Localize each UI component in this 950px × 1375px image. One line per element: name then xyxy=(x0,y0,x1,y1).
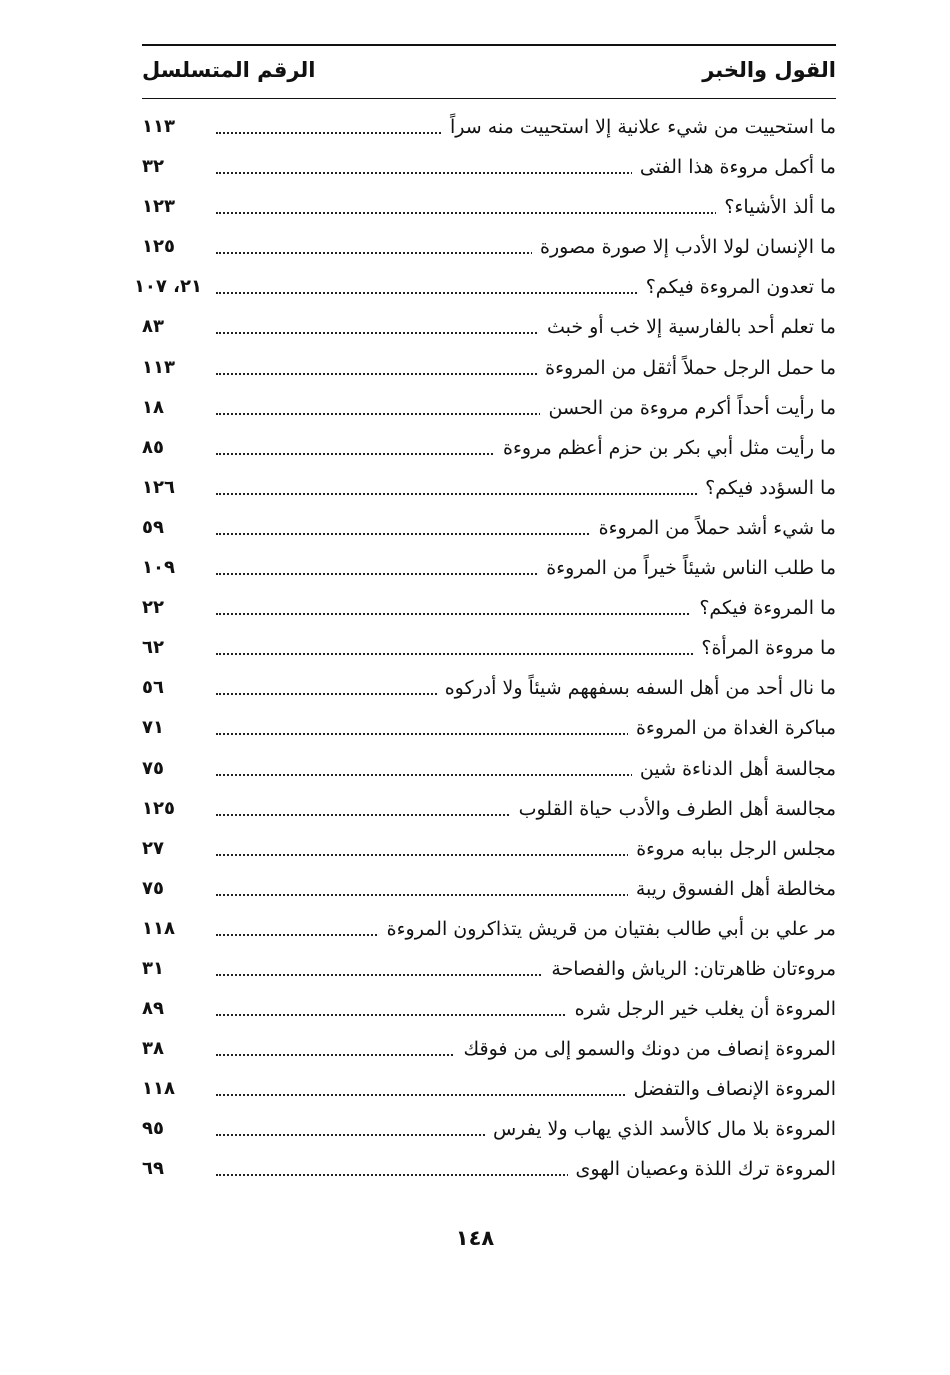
entry-number: ٥٦ xyxy=(142,677,164,699)
index-entry xyxy=(142,912,836,952)
entry-text-label: ما تعلم أحد بالفارسية إلا خب أو خبث xyxy=(539,316,836,338)
entry-text-label: ما مروءة المرأة؟ xyxy=(693,637,836,659)
index-entry xyxy=(142,351,836,391)
top-rule xyxy=(142,44,836,46)
entry-number: ١١٣ xyxy=(142,356,175,378)
entry-text-label: مر علي بن أبي طالب بفتيان من قريش يتذاكرون المروءة xyxy=(379,918,836,940)
entry-text-label: المروءة الإنصاف والتفضل xyxy=(626,1078,837,1100)
index-entry xyxy=(142,591,836,631)
index-entry xyxy=(142,952,836,992)
index-entry xyxy=(142,752,836,792)
entry-number: ٦٢ xyxy=(142,637,164,659)
entry-number: ٨٣ xyxy=(142,316,164,338)
index-entry xyxy=(133,270,836,310)
entry-number: ١٨ xyxy=(142,396,164,418)
entry-text xyxy=(379,918,836,940)
entry-text xyxy=(538,557,836,579)
index-entry xyxy=(142,110,836,150)
entry-number: ٣١ xyxy=(142,957,164,979)
entry-number: ٨٩ xyxy=(142,998,164,1020)
entry-number: ١١٨ xyxy=(142,917,175,939)
entry-number: ٣٨ xyxy=(142,1038,164,1060)
index-entry xyxy=(142,631,836,671)
entry-text-label: ما الإنسان لولا الأدب إلا صورة مصورة xyxy=(532,236,836,258)
index-entry xyxy=(142,872,836,912)
entry-text-label: مروءتان ظاهرتان: الرياش والفصاحة xyxy=(543,958,836,980)
entry-text-label: مجلس الرجل ببابه مروءة xyxy=(628,838,836,860)
entry-text xyxy=(716,196,836,218)
entry-number: ١١٣ xyxy=(142,116,175,137)
entry-text-label: ما حمل الرجل حملاً أثقل من المروءة xyxy=(537,357,836,379)
entry-text-label: ما طلب الناس شيئاً خيراً من المروءة xyxy=(538,557,836,579)
entry-text-label: المروءة بلا مال كالأسد الذي يهاب ولا يفرس xyxy=(485,1118,836,1140)
entry-text-label: مجالسة أهل الدناءة شين xyxy=(632,758,836,780)
index-entry xyxy=(142,992,836,1032)
entry-text xyxy=(540,397,836,419)
entry-text-label: المروءة إنصاف من دونك والسمو إلى من فوقك xyxy=(455,1038,836,1060)
entry-number: ٧٥ xyxy=(142,757,164,779)
index-entry xyxy=(142,1072,836,1112)
entry-text xyxy=(485,1118,836,1140)
entry-text xyxy=(591,517,836,539)
entry-text xyxy=(638,276,836,298)
index-entry xyxy=(142,431,836,471)
entry-text-label: المروءة ترك اللذة وعصيان الهوى xyxy=(568,1158,836,1180)
entry-text-label: ما المروءة فيكم؟ xyxy=(691,597,836,619)
entry-text-label: ما تعدون المروءة فيكم؟ xyxy=(638,276,836,298)
entry-number: ٦٩ xyxy=(142,1158,164,1180)
entry-text xyxy=(455,1038,836,1060)
entry-text xyxy=(632,156,836,178)
entry-text-label: مباكرة الغداة من المروءة xyxy=(628,717,836,739)
index-entry xyxy=(142,230,836,270)
entry-number: ١٢٦ xyxy=(142,476,175,498)
entry-text xyxy=(437,677,836,699)
header-rule xyxy=(142,98,836,99)
entry-text xyxy=(442,116,836,138)
entry-text-label: ما رأيت أحداً أكرم مروءة من الحسن xyxy=(540,397,836,419)
entry-text-label: ما رأيت مثل أبي بكر بن حزم أعظم مروءة xyxy=(495,437,836,459)
entry-number: ١٠٩ xyxy=(142,557,175,579)
entry-text-label: ما نال أحد من أهل السفه بسفههم شيئاً ولا أدركوه xyxy=(437,677,836,699)
index-entry xyxy=(142,471,836,511)
entry-number: ١٢٥ xyxy=(142,236,175,258)
entry-number: ٨٥ xyxy=(142,436,164,458)
entry-number: ٢٢ xyxy=(142,597,164,619)
entry-text-label: المروءة أن يغلب خير الرجل شره xyxy=(567,998,836,1020)
entry-text xyxy=(697,477,836,499)
entry-text xyxy=(511,798,836,820)
index-entry xyxy=(142,511,836,551)
entry-text xyxy=(628,878,836,900)
index-entries xyxy=(133,110,836,1193)
entry-text-label: ما شيء أشد حملاً من المروءة xyxy=(591,517,836,539)
index-entry xyxy=(142,150,836,190)
entry-text xyxy=(693,637,836,659)
entry-number: ٣٢ xyxy=(142,156,164,178)
page-number: ١٤٨ xyxy=(455,1226,495,1250)
entry-text xyxy=(628,717,836,739)
index-entry xyxy=(142,190,836,230)
entry-number: ٥٩ xyxy=(142,516,164,538)
index-entry xyxy=(142,310,836,350)
index-entry xyxy=(142,671,836,711)
index-entry xyxy=(142,1152,836,1192)
entry-text-label: مخالطة أهل الفسوق ريبة xyxy=(628,878,836,900)
header-saying-label: القول والخبر xyxy=(702,58,836,82)
entry-text xyxy=(626,1078,837,1100)
entry-text xyxy=(568,1158,836,1180)
entry-text xyxy=(567,998,836,1020)
entry-text-label: مجالسة أهل الطرف والأدب حياة القلوب xyxy=(511,798,836,820)
entry-number: ٢٧ xyxy=(142,837,164,859)
entry-text-label: ما ألذ الأشياء؟ xyxy=(716,196,836,218)
index-entry xyxy=(142,391,836,431)
entry-number: ١٢٣ xyxy=(142,196,175,218)
entry-text xyxy=(537,357,836,379)
entry-text xyxy=(543,958,836,980)
entry-number: ٧٥ xyxy=(142,877,164,899)
entry-number: ٧١ xyxy=(142,717,164,739)
index-entry xyxy=(142,711,836,751)
column-header xyxy=(142,58,836,94)
index-entry xyxy=(142,1032,836,1072)
entry-text xyxy=(691,597,836,619)
entry-text xyxy=(628,838,836,860)
index-entry xyxy=(142,551,836,591)
entry-text-label: ما السؤدد فيكم؟ xyxy=(697,477,836,499)
entry-number: ١١٨ xyxy=(142,1078,175,1100)
entry-number: ٩٥ xyxy=(142,1118,164,1140)
entry-text-label: ما استحييت من شيء علانية إلا استحييت منه سراً xyxy=(442,116,836,138)
entry-text xyxy=(532,236,836,258)
entry-text xyxy=(495,437,836,459)
index-entry xyxy=(142,832,836,872)
entry-text xyxy=(632,758,836,780)
header-number-label: الرقم المتسلسل xyxy=(142,58,316,82)
entry-text-label: ما أكمل مروءة هذا الفتى xyxy=(632,156,836,178)
entry-text xyxy=(539,316,836,338)
entry-number: ٢١، ١٠٧ xyxy=(133,276,202,298)
index-entry xyxy=(142,792,836,832)
index-entry xyxy=(142,1112,836,1152)
entry-number: ١٢٥ xyxy=(142,797,175,819)
